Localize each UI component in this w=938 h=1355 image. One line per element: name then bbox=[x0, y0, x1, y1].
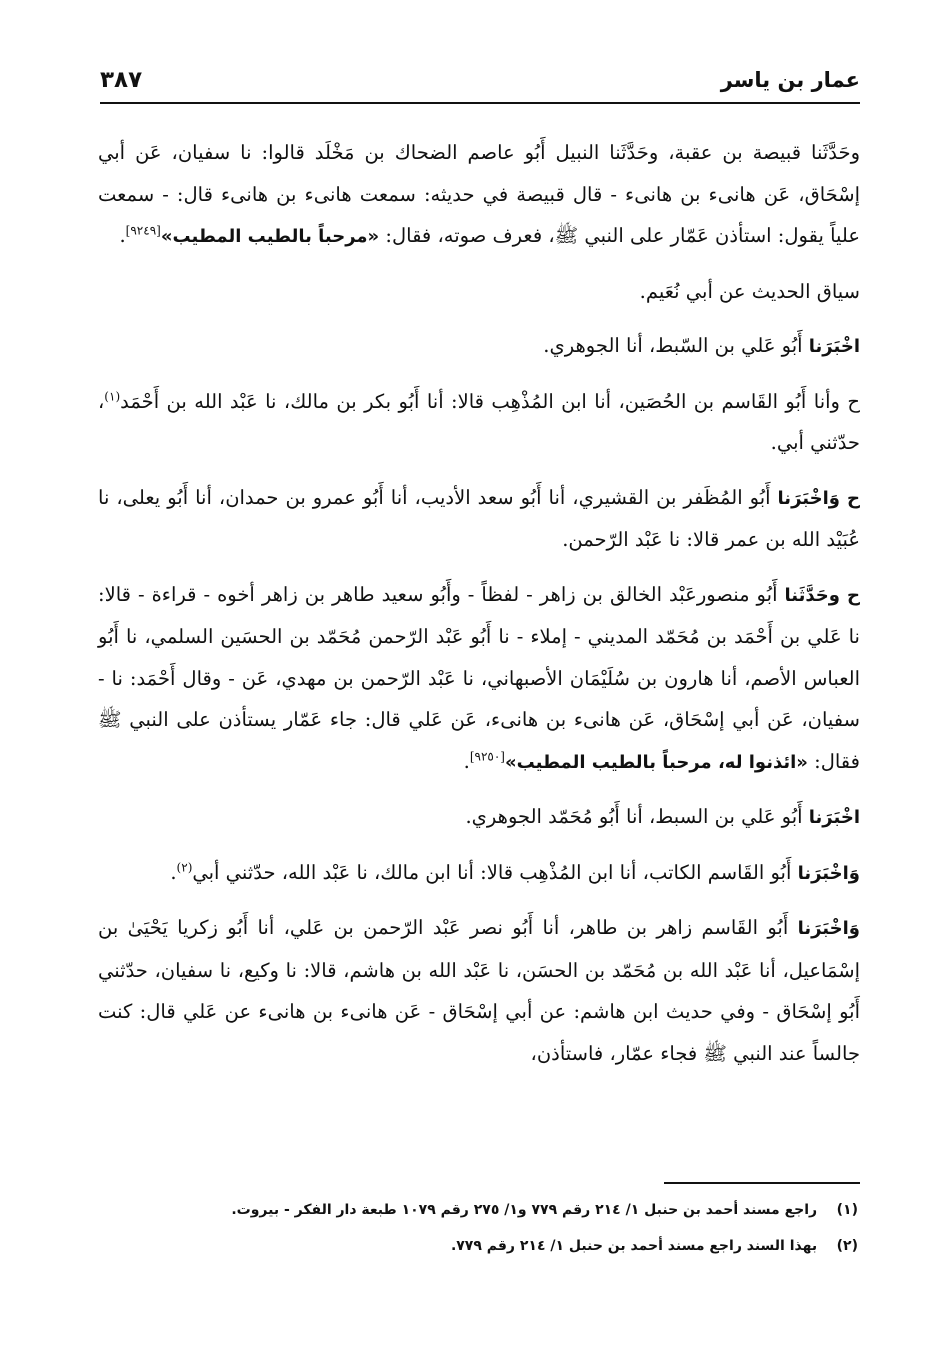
paragraph-2 bbox=[98, 271, 860, 313]
paragraph-text: أَبُو عَلي بن السبط، أنا أَبُو مُحَمّد الجوهري. bbox=[465, 805, 803, 828]
running-title: عمار بن ياسر bbox=[720, 68, 860, 92]
transmission-keyword: اخْبَرَنا bbox=[808, 807, 860, 828]
paragraph-text: ح وأنا أَبُو القَاسم بن الحُصَين، أنا ابن المُذْهِب قالا: أنا أَبُو بكر بن مالك، نا عَبْد الله بن أَحْمَد bbox=[120, 389, 860, 413]
footnote bbox=[98, 1192, 858, 1228]
sentence-end: . bbox=[119, 224, 126, 247]
paragraph-text: أَبُو المُظَفر بن القشيري، أنا أَبُو سعد الأديب، أنا أَبُو عمرو بن حمدان، أنا أَبُو يعلى، نا عُبَيْد الله بن عمر قالا: نا عَبْد الرّحمن. bbox=[98, 485, 860, 551]
main-text bbox=[98, 132, 860, 1087]
sentence-end: ، حدّثني أبي. bbox=[98, 389, 860, 454]
footnote-marker: (٢) bbox=[176, 860, 193, 874]
footnote-number: (١) bbox=[836, 1202, 858, 1218]
paragraph-text: أَبُو منصورعَبْد الخالق بن زاهر - لفظاً - وأَبُو سعيد طاهر بن زاهر أخوه - قراءة - قالا: نا عَلي بن أَحْمَد بن مُحَمّد المديني - إملاء - نا أَبُو عَبْد الرّحمن مُحَمّد بن الحسَين السلمي، نا أَبُو العباس الأصم، أنا هارون بن سُلَيْمَان الأصبهاني، نا عَبْد الرّحمن بن مهدي، عَن - وقال أَحْمَد: نا - سفيان، عَن أبي إسْحَاق، عَن هانىء بن هانىء، عَن عَلي قال: جاء عَمّار يستأذن على النبي ﷺ فقال: bbox=[98, 582, 860, 773]
paragraph-8 bbox=[98, 852, 860, 895]
hadith-quote: «ائذنوا له، مرحباً بالطيب المطيب» bbox=[504, 751, 808, 773]
page-number: ٣٨٧ bbox=[100, 67, 143, 93]
hadith-number: [٩٢٥٠] bbox=[469, 749, 505, 763]
paragraph-5 bbox=[98, 477, 860, 561]
paragraph-text: أَبُو القَاسم زاهر بن طاهر، أنا أَبُو نصر عَبْد الرّحمن بن عَلي، أنا أَبُو زكريا يَحْيَىٰ بن إسْمَاعيل، أنا عَبْد الله بن مُحَمّد بن الحسَن، نا عَبْد الله بن هاشم، قالا: نا وكيع، نا سفيان، حدّثني أَبُو إسْحَاق - وفي حديث ابن هاشم: عن أبي إسْحَاق - عَن هانىء بن هانىء عن عَلي قال: كنت جالساً عند النبي ﷺ فجاء عمّار، فاستأذن، bbox=[98, 916, 860, 1065]
paragraph-3 bbox=[98, 325, 860, 368]
footnote-text: بهذا السند راجع مسند أحمد بن حنبل ١/ ٢١٤ رقم ٧٧٩. bbox=[450, 1238, 818, 1254]
paragraph-text: وحَدَّثَنا قبيصة بن عقبة، وحَدَّثَنا النبيل أَبُو عاصم الضحاك بن مَخْلَد قالوا: نا سفيان، عَن أبي إسْحَاق، عَن هانىء بن هانىء - قال قبيصة في حديثه: سمعت هانىء بن هانىء قال: - سمعت علياً يقول: استأذن عَمّار على النبي ﷺ، فعرف صوته، فقال: bbox=[98, 141, 860, 247]
footnote-separator bbox=[664, 1182, 860, 1184]
sentence-end: . bbox=[170, 860, 177, 884]
paragraph-6 bbox=[98, 574, 860, 784]
transmission-keyword: اخْبَرَنا bbox=[808, 336, 860, 357]
transmission-keyword: وَاخْبَرَنا bbox=[797, 862, 860, 884]
hadith-quote: «مرحباً بالطيب المطيب» bbox=[160, 226, 380, 247]
transmission-keyword: ح وَاخْبَرَنا bbox=[777, 487, 860, 509]
footnote-text: راجع مسند أحمد بن حنبل ١/ ٢١٤ رقم ٧٧٩ و١/ ٢٧٥ رقم ١٠٧٩ طبعة دار الفكر - بيروت. bbox=[231, 1202, 818, 1218]
footnote-number: (٢) bbox=[836, 1238, 858, 1254]
footnotes bbox=[98, 1192, 858, 1264]
sentence-end: . bbox=[463, 749, 470, 773]
footnote bbox=[98, 1228, 858, 1264]
transmission-keyword: وَاخْبَرَنا bbox=[797, 918, 860, 939]
paragraph-9 bbox=[98, 907, 860, 1074]
paragraph-1 bbox=[98, 132, 860, 258]
paragraph-text: سياق الحديث عن أبي نُعَيم. bbox=[639, 279, 860, 303]
paragraph-4 bbox=[98, 381, 860, 464]
paragraph-text: أَبُو عَلي بن السّبط، أنا الجوهري. bbox=[543, 334, 803, 357]
hadith-number: [٩٢٤٩] bbox=[125, 223, 161, 238]
footnote-marker: (١) bbox=[104, 389, 121, 403]
paragraph-7 bbox=[98, 796, 860, 839]
paragraph-text: أَبُو القَاسم الكاتب، أنا ابن المُذْهِب قالا: أنا ابن مالك، نا عَبْد الله، حدّثني أبي bbox=[192, 860, 792, 884]
page-header bbox=[100, 58, 860, 104]
transmission-keyword: ح وحَدَّثَنا bbox=[784, 584, 860, 606]
